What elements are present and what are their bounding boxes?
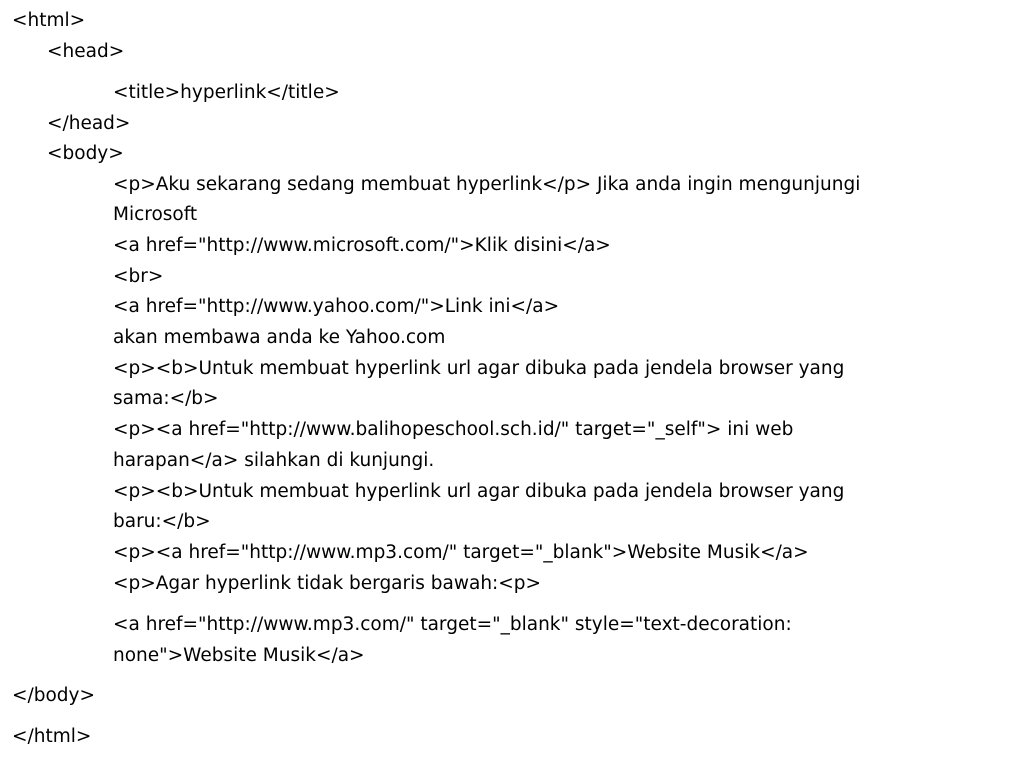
code-line-self-link-text: harapan</a> silahkan di kunjungi. <box>113 450 435 471</box>
code-line-self-link: <p><a href="http://www.balihopeschool.sch.id/" target="_self"> ini web <box>113 419 794 440</box>
code-line-title: <title>hyperlink</title> <box>113 82 340 103</box>
code-line-microsoft-link: <a href="http://www.microsoft.com/">Klik disini</a> <box>113 235 611 256</box>
code-line-html-open: <html> <box>12 10 86 31</box>
code-line-new-window-heading: <p><b>Untuk membuat hyperlink url agar dibuka pada jendela browser yang <box>113 481 845 502</box>
code-line-yahoo-text: akan membawa anda ke Yahoo.com <box>113 327 446 348</box>
code-line-new-window-close: baru:</b> <box>113 511 211 532</box>
code-line-yahoo-link: <a href="http://www.yahoo.com/">Link ini</a> <box>113 296 560 317</box>
code-line-html-close: </html> <box>12 726 92 747</box>
code-line-styled-link: <a href="http://www.mp3.com/" target="_blank" style="text-decoration: <box>113 614 792 635</box>
code-line-microsoft: Microsoft <box>113 204 198 225</box>
code-line-same-window-close: sama:</b> <box>113 388 219 409</box>
code-line-styled-link-close: none">Website Musik</a> <box>113 645 365 666</box>
code-line-blank-link: <p><a href="http://www.mp3.com/" target="_blank">Website Musik</a> <box>113 542 809 563</box>
code-line-body-close: </body> <box>12 685 95 706</box>
code-line-br: <br> <box>113 266 164 287</box>
code-line-head-close: </head> <box>47 113 131 134</box>
code-line-head-open: <head> <box>47 41 125 62</box>
code-line-body-open: <body> <box>47 143 124 164</box>
code-line-same-window-heading: <p><b>Untuk membuat hyperlink url agar dibuka pada jendela browser yang <box>113 358 845 379</box>
code-line-paragraph-intro: <p>Aku sekarang sedang membuat hyperlink</p> Jika anda ingin mengunjungi <box>113 174 861 195</box>
code-line-no-underline-heading: <p>Agar hyperlink tidak bergaris bawah:<p> <box>113 573 542 594</box>
